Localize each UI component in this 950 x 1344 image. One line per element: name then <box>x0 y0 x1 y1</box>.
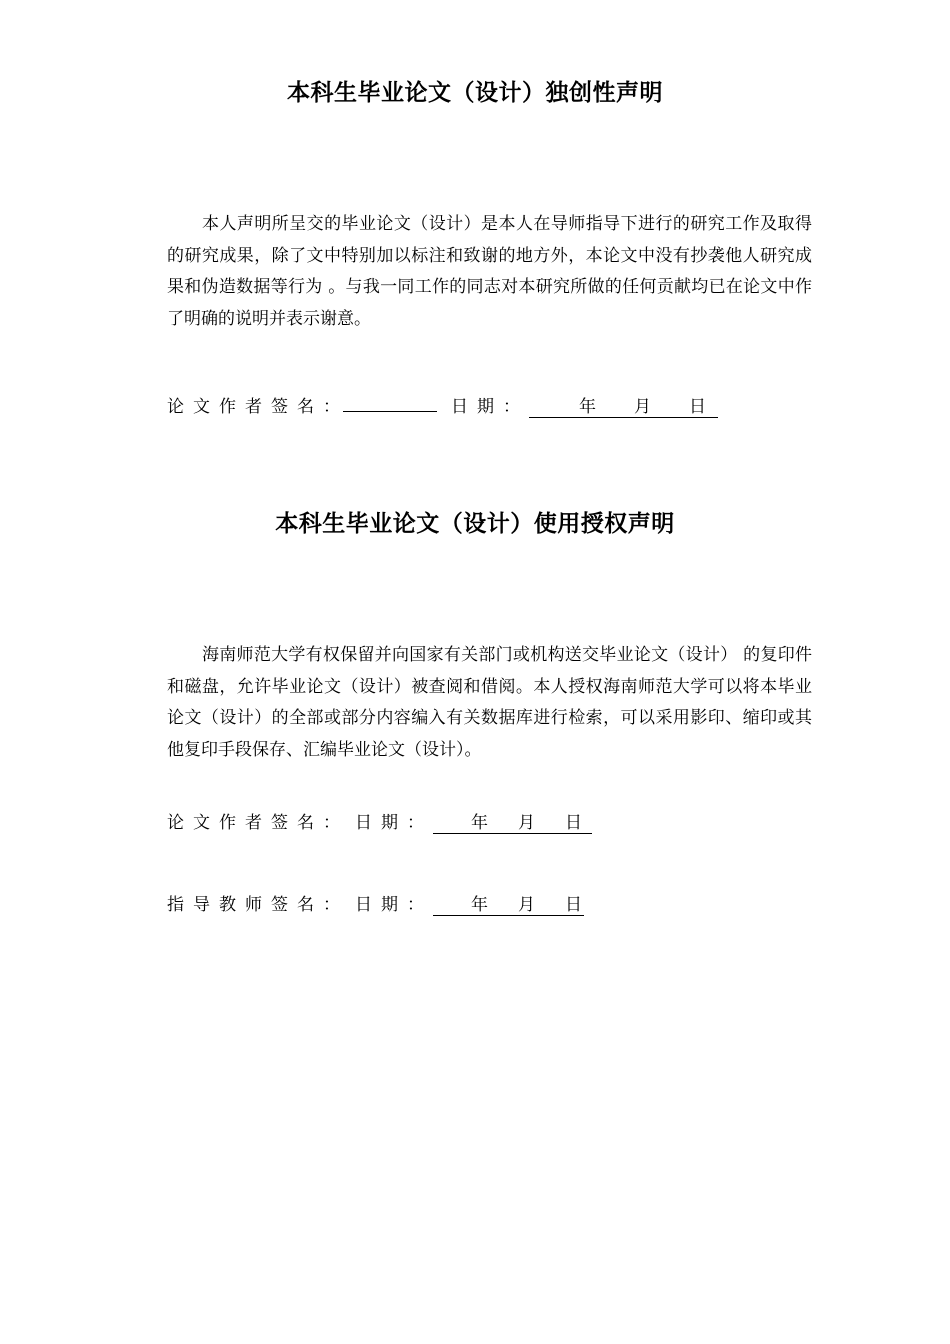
month-label: 月 <box>634 397 651 417</box>
authorization-advisor-signature-line <box>167 890 584 916</box>
authorization-author-signature-line <box>167 808 592 834</box>
date-label: 日期： <box>355 813 433 833</box>
day-label: 日 <box>565 895 582 915</box>
month-label: 月 <box>518 813 535 833</box>
originality-title: 本科生毕业论文（设计）独创性声明 <box>287 80 663 106</box>
month-label: 月 <box>518 895 535 915</box>
date-field[interactable] <box>433 808 592 834</box>
date-field[interactable] <box>529 392 718 418</box>
authorization-body: 海南师范大学有权保留并向国家有关部门或机构送交毕业论文（设计） 的复印件和磁盘，允许毕业论文（设计）被查阅和借阅。本人授权海南师范大学可以将本毕业论文（设计）的全部或部分内容编入有关数据库进行检索，可以采用影印、缩印或其他复印手段保存、汇编毕业论文（设计）。 <box>167 645 812 760</box>
author-signature-label: 论文作者签名： <box>167 397 349 417</box>
date-field[interactable] <box>433 890 584 916</box>
year-label: 年 <box>471 895 488 915</box>
date-label: 日期： <box>355 895 433 915</box>
authorization-title: 本科生毕业论文（设计）使用授权声明 <box>275 511 675 537</box>
originality-signature-line <box>167 392 718 418</box>
advisor-signature-label: 指导教师签名： <box>167 895 349 915</box>
day-label: 日 <box>689 397 706 417</box>
day-label: 日 <box>565 813 582 833</box>
author-signature-label: 论文作者签名： <box>167 813 349 833</box>
date-label: 日期： <box>451 397 529 417</box>
year-label: 年 <box>579 397 596 417</box>
year-label: 年 <box>471 813 488 833</box>
originality-body: 本人声明所呈交的毕业论文（设计）是本人在导师指导下进行的研究工作及取得的研究成果，除了文中特别加以标注和致谢的地方外，本论文中没有抄袭他人研究成果和伪造数据等行为 。与我一同工作的同志对本研究所做的任何贡献均已在论文中作了明确的说明并表示谢意。 <box>167 214 812 329</box>
author-signature-field[interactable] <box>343 393 437 412</box>
